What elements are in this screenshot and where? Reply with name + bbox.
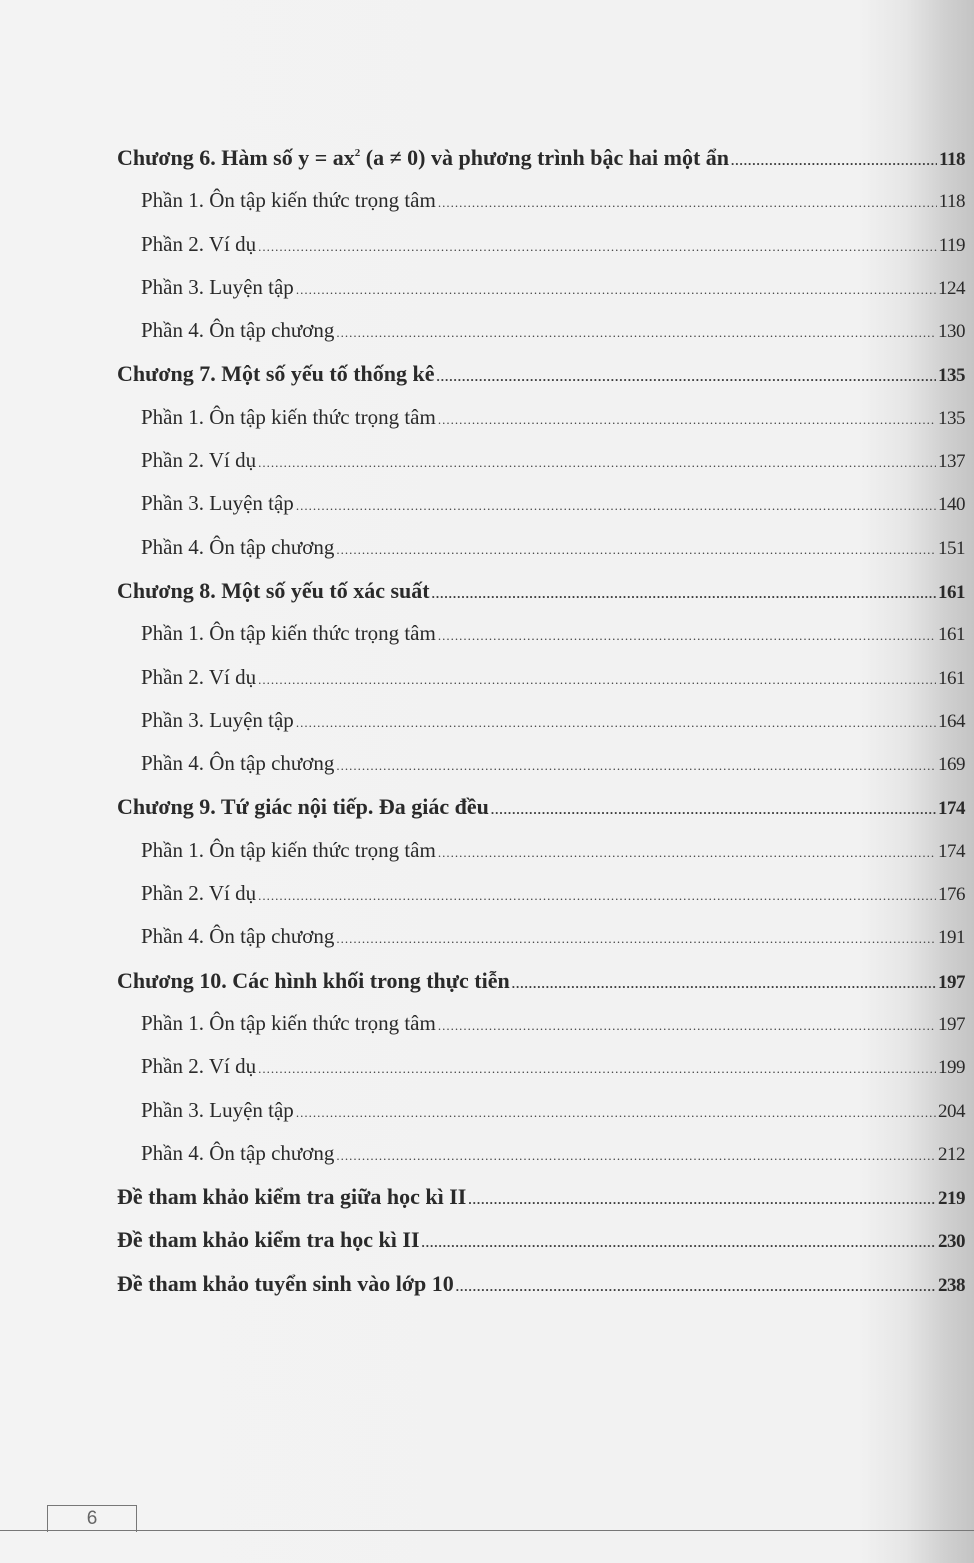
toc-page-number: 135 bbox=[938, 407, 965, 429]
page-number: 6 bbox=[47, 1505, 137, 1532]
toc-page-number: 169 bbox=[938, 754, 965, 776]
toc-section-row bbox=[117, 872, 965, 915]
dot-leader bbox=[296, 484, 936, 527]
dot-leader bbox=[432, 572, 936, 615]
toc-entry-title-part: (a ≠ 0) và phương trình bậc hai một ẩn bbox=[360, 145, 730, 170]
toc-page-number: 197 bbox=[938, 1013, 965, 1035]
toc-section-row bbox=[117, 915, 965, 958]
superscript-exponent: 2 bbox=[354, 147, 361, 159]
dot-leader bbox=[438, 1004, 936, 1047]
dot-leader bbox=[468, 1178, 936, 1221]
toc-section-row bbox=[117, 612, 965, 655]
toc-page-number: 161 bbox=[938, 581, 965, 603]
toc-page-number: 151 bbox=[938, 537, 965, 559]
toc-section-row bbox=[117, 1132, 965, 1175]
toc-entry-title: Phần 2. Ví dụ bbox=[141, 448, 257, 473]
dot-leader bbox=[336, 744, 936, 787]
dot-leader bbox=[258, 874, 936, 917]
toc-page-number: 164 bbox=[938, 710, 965, 732]
toc-section-row bbox=[117, 1045, 965, 1088]
toc-page-number: 238 bbox=[938, 1274, 965, 1296]
toc-entry-title: Phần 3. Luyện tập bbox=[141, 707, 294, 732]
toc-entry-title bbox=[117, 136, 729, 179]
dot-leader bbox=[437, 355, 936, 398]
toc-entry-title: Phần 1. Ôn tập kiến thức trọng tâm bbox=[141, 404, 436, 429]
toc-section-row bbox=[117, 526, 965, 569]
toc-page-number: 119 bbox=[938, 234, 965, 256]
dot-leader bbox=[258, 441, 936, 484]
toc-exam-row bbox=[117, 1262, 965, 1305]
table-of-contents bbox=[117, 136, 965, 1305]
toc-section-row bbox=[117, 742, 965, 785]
dot-leader bbox=[296, 1091, 936, 1134]
toc-section-row bbox=[117, 266, 965, 309]
toc-entry-title: Phần 1. Ôn tập kiến thức trọng tâm bbox=[141, 621, 436, 646]
toc-section-row bbox=[117, 439, 965, 482]
dot-leader bbox=[258, 658, 936, 701]
toc-page-number: 174 bbox=[938, 840, 965, 862]
toc-page-number: 161 bbox=[938, 624, 965, 646]
toc-entry-title: Phần 4. Ôn tập chương bbox=[141, 751, 335, 776]
toc-chapter-row bbox=[117, 136, 965, 179]
toc-entry-title: Chương 10. Các hình khối trong thực tiễn bbox=[117, 967, 510, 993]
toc-entry-title: Phần 3. Luyện tập bbox=[141, 491, 294, 516]
dot-leader bbox=[456, 1265, 936, 1308]
toc-section-row bbox=[117, 656, 965, 699]
toc-entry-title: Đề tham khảo kiểm tra giữa học kì II bbox=[117, 1184, 467, 1210]
toc-page-number: 212 bbox=[938, 1143, 965, 1165]
toc-entry-title: Phần 2. Ví dụ bbox=[141, 664, 257, 689]
dot-leader bbox=[731, 139, 937, 182]
toc-exam-row bbox=[117, 1218, 965, 1261]
toc-section-row bbox=[117, 1089, 965, 1132]
toc-entry-title: Phần 2. Ví dụ bbox=[141, 231, 257, 256]
toc-entry-title: Phần 4. Ôn tập chương bbox=[141, 534, 335, 559]
toc-section-row bbox=[117, 223, 965, 266]
dot-leader bbox=[422, 1221, 936, 1264]
dot-leader bbox=[491, 788, 936, 831]
toc-exam-row bbox=[117, 1175, 965, 1218]
toc-page-number: 137 bbox=[938, 451, 965, 473]
toc-page-number: 176 bbox=[938, 884, 965, 906]
toc-section-row bbox=[117, 699, 965, 742]
toc-entry-title: Đề tham khảo tuyển sinh vào lớp 10 bbox=[117, 1270, 454, 1296]
toc-entry-title: Phần 4. Ôn tập chương bbox=[141, 1140, 335, 1165]
dot-leader bbox=[296, 701, 936, 744]
toc-section-row bbox=[117, 829, 965, 872]
dot-leader bbox=[438, 831, 936, 874]
toc-section-row bbox=[117, 309, 965, 352]
toc-page-number: 130 bbox=[938, 321, 965, 343]
toc-entry-title: Đề tham khảo kiểm tra học kì II bbox=[117, 1227, 420, 1253]
dot-leader bbox=[258, 1047, 936, 1090]
toc-entry-title: Phần 2. Ví dụ bbox=[141, 1054, 257, 1079]
toc-page-number: 135 bbox=[938, 365, 965, 387]
toc-entry-title: Chương 8. Một số yếu tố xác suất bbox=[117, 577, 430, 603]
toc-page-number: 219 bbox=[938, 1188, 965, 1210]
dot-leader bbox=[438, 398, 936, 441]
dot-leader bbox=[336, 1134, 936, 1177]
dot-leader bbox=[512, 962, 936, 1005]
dot-leader bbox=[438, 181, 937, 224]
toc-entry-title: Phần 3. Luyện tập bbox=[141, 274, 294, 299]
toc-entry-title: Phần 1. Ôn tập kiến thức trọng tâm bbox=[141, 1010, 436, 1035]
toc-section-row bbox=[117, 1002, 965, 1045]
toc-section-row bbox=[117, 179, 965, 222]
toc-entry-title: Phần 2. Ví dụ bbox=[141, 881, 257, 906]
toc-chapter-row bbox=[117, 352, 965, 395]
toc-page-number: 118 bbox=[939, 149, 965, 170]
dot-leader bbox=[438, 614, 936, 657]
toc-page-number: 204 bbox=[938, 1100, 965, 1122]
toc-page-number: 174 bbox=[938, 798, 965, 820]
toc-entry-title: Chương 7. Một số yếu tố thống kê bbox=[117, 361, 435, 387]
toc-entry-title: Phần 4. Ôn tập chương bbox=[141, 318, 335, 343]
toc-entry-title: Phần 3. Luyện tập bbox=[141, 1097, 294, 1122]
footer-rule bbox=[0, 1530, 974, 1531]
toc-page-number: 161 bbox=[938, 667, 965, 689]
toc-entry-title-part: Chương 6. Hàm số y = ax bbox=[117, 145, 355, 170]
dot-leader bbox=[336, 917, 936, 960]
toc-entry-title: Phần 1. Ôn tập kiến thức trọng tâm bbox=[141, 837, 436, 862]
toc-page-number: 140 bbox=[938, 494, 965, 516]
dot-leader bbox=[336, 528, 936, 571]
toc-entry-title: Phần 4. Ôn tập chương bbox=[141, 924, 335, 949]
toc-page-number: 191 bbox=[938, 927, 965, 949]
toc-chapter-row bbox=[117, 569, 965, 612]
toc-chapter-row bbox=[117, 959, 965, 1002]
toc-page-number: 124 bbox=[938, 277, 965, 299]
toc-section-row bbox=[117, 396, 965, 439]
toc-entry-title: Chương 9. Tứ giác nội tiếp. Đa giác đều bbox=[117, 794, 489, 820]
toc-page-number: 230 bbox=[938, 1231, 965, 1253]
toc-page-number: 197 bbox=[938, 971, 965, 993]
toc-page-number: 118 bbox=[938, 191, 965, 213]
dot-leader bbox=[336, 311, 936, 354]
toc-section-row bbox=[117, 482, 965, 525]
dot-leader bbox=[258, 225, 937, 268]
toc-page-number: 199 bbox=[938, 1057, 965, 1079]
toc-entry-title: Phần 1. Ôn tập kiến thức trọng tâm bbox=[141, 188, 436, 213]
dot-leader bbox=[296, 268, 936, 311]
toc-chapter-row bbox=[117, 785, 965, 828]
